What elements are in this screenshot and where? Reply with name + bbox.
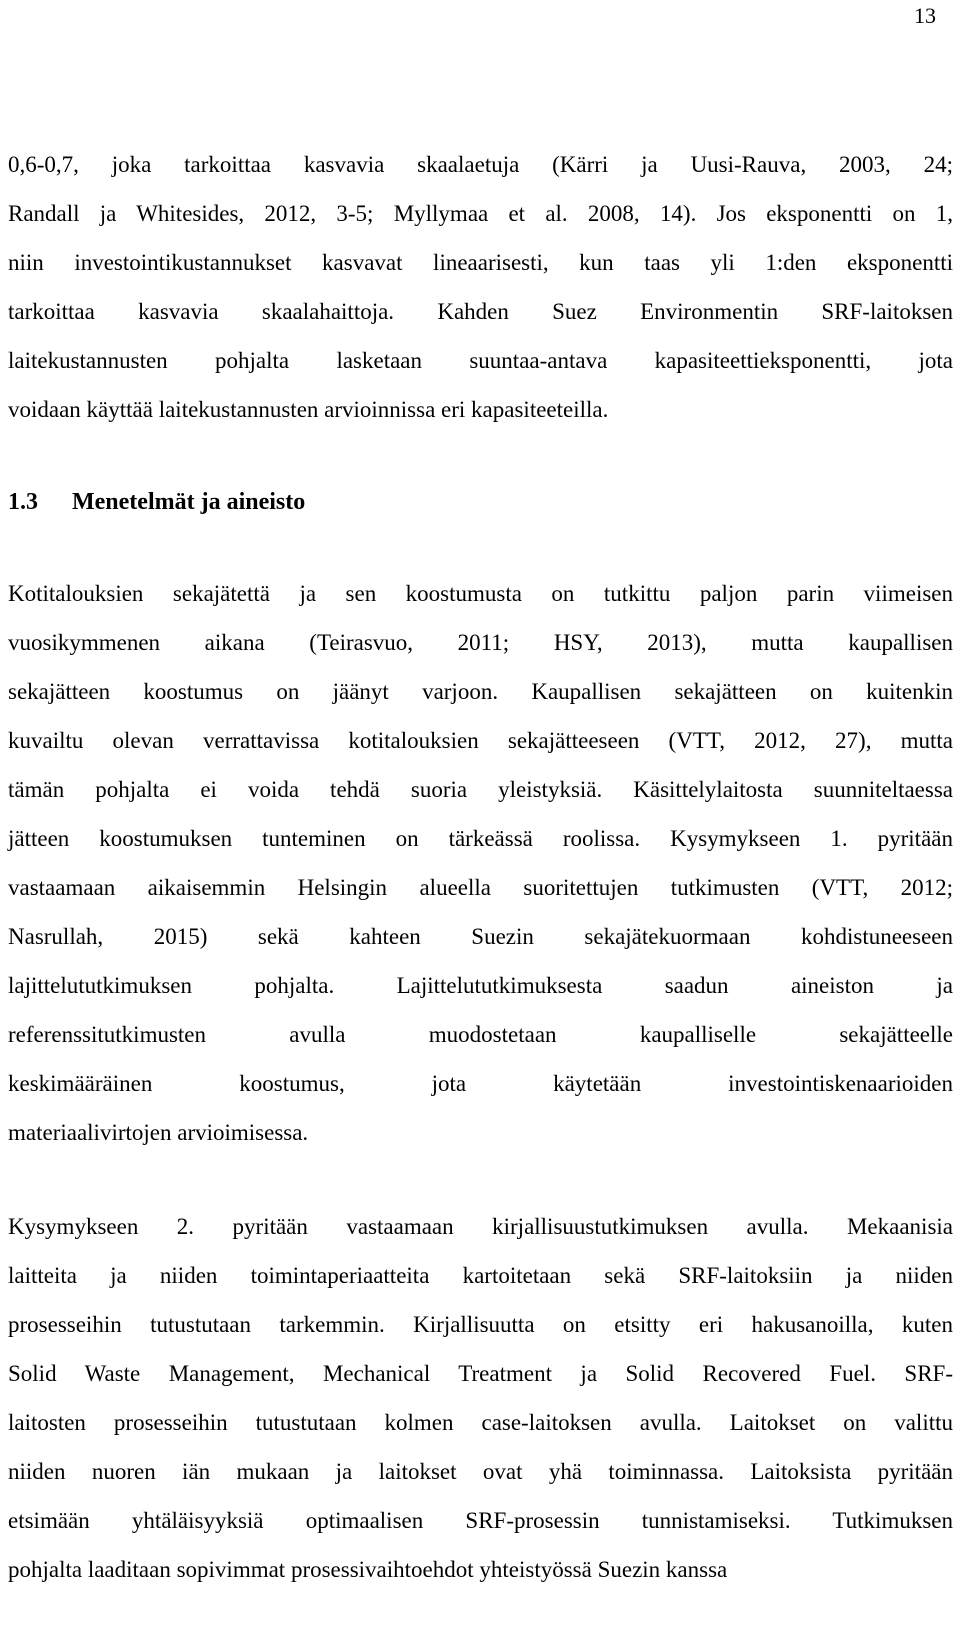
text-line: kuvailtu olevan verrattavissa kotitalouksien sekajätteeseen (VTT, 2012, 27), mutta (8, 728, 953, 753)
text-line: vuosikymmenen aikana (Teirasvuo, 2011; HSY, 2013), mutta kaupallisen (8, 630, 953, 655)
text-line: laitteita ja niiden toimintaperiaatteita kartoitetaan sekä SRF-laitoksiin ja niiden (8, 1263, 953, 1288)
page-number: 13 (914, 3, 936, 28)
text-line: referenssitutkimusten avulla muodostetaan kaupalliselle sekajätteelle (8, 1022, 953, 1047)
text-line: Randall ja Whitesides, 2012, 3-5; Myllymaa et al. 2008, 14). Jos eksponentti on 1, (8, 201, 953, 226)
text-line: niiden nuoren iän mukaan ja laitokset ovat yhä toiminnassa. Laitoksista pyritään (8, 1459, 953, 1484)
text-line: pohjalta laaditaan sopivimmat prosessivaihtoehdot yhteistyössä Suezin kanssa (8, 1557, 728, 1582)
text-line: Kysymykseen 2. pyritään vastaamaan kirjallisuustutkimuksen avulla. Mekaanisia (8, 1214, 953, 1239)
section-title: Menetelmät ja aineisto (72, 489, 306, 515)
text-line: vastaamaan aikaisemmin Helsingin alueella suoritettujen tutkimusten (VTT, 2012; (8, 875, 953, 900)
text-line: voidaan käyttää laitekustannusten arvioinnissa eri kapasiteeteilla. (8, 397, 609, 422)
text-line: lajittelututkimuksen pohjalta. Lajittelututkimuksesta saadun aineiston ja (8, 973, 953, 998)
text-line: sekajätteen koostumus on jäänyt varjoon. Kaupallisen sekajätteen on kuitenkin (8, 679, 953, 704)
text-line: Nasrullah, 2015) sekä kahteen Suezin sekajätekuormaan kohdistuneeseen (8, 924, 953, 949)
text-line: prosesseihin tutustutaan tarkemmin. Kirjallisuutta on etsitty eri hakusanoilla, kuten (8, 1312, 953, 1337)
text-line: 0,6-0,7, joka tarkoittaa kasvavia skaalaetuja (Kärri ja Uusi-Rauva, 2003, 24; (8, 152, 953, 177)
text-line: laitekustannusten pohjalta lasketaan suuntaa-antava kapasiteettieksponentti, jota (8, 348, 953, 373)
section-heading (8, 487, 305, 517)
text-line: niin investointikustannukset kasvavat lineaarisesti, kun taas yli 1:den eksponentti (8, 250, 953, 275)
text-line: Solid Waste Management, Mechanical Treatment ja Solid Recovered Fuel. SRF- (8, 1361, 953, 1386)
text-line: keskimääräinen koostumus, jota käytetään investointiskenaarioiden (8, 1071, 953, 1096)
text-line: tarkoittaa kasvavia skaalahaittoja. Kahden Suez Environmentin SRF-laitoksen (8, 299, 953, 324)
text-line: etsimään yhtäläisyyksiä optimaalisen SRF-prosessin tunnistamiseksi. Tutkimuksen (8, 1508, 953, 1533)
text-line: Kotitalouksien sekajätettä ja sen koostumusta on tutkittu paljon parin viimeisen (8, 581, 953, 606)
text-line: jätteen koostumuksen tunteminen on tärkeässä roolissa. Kysymykseen 1. pyritään (8, 826, 953, 851)
section-number: 1.3 (8, 489, 38, 515)
text-line: laitosten prosesseihin tutustutaan kolmen case-laitoksen avulla. Laitokset on valittu (8, 1410, 953, 1435)
text-line: tämän pohjalta ei voida tehdä suoria yleistyksiä. Käsittelylaitosta suunniteltaessa (8, 777, 953, 802)
text-line: materiaalivirtojen arvioimisessa. (8, 1120, 309, 1145)
